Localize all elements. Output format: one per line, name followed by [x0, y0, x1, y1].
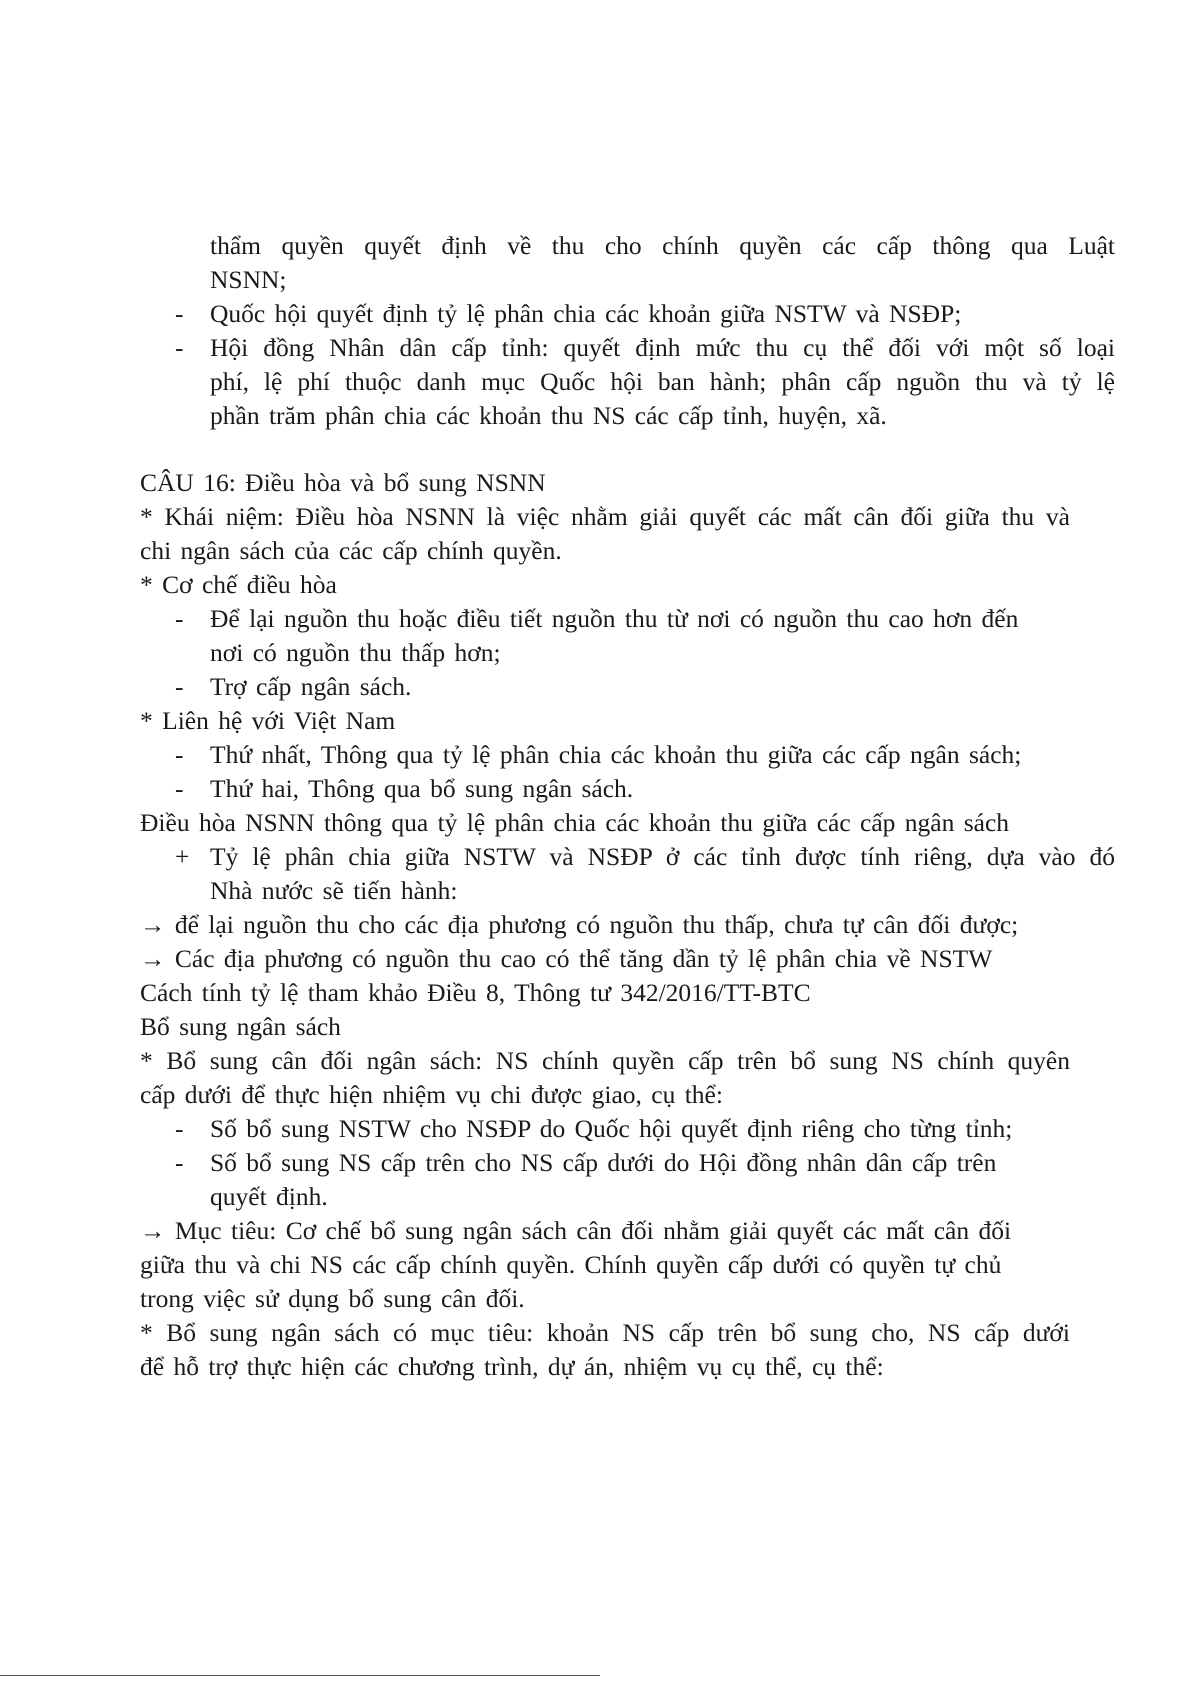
subheading: * Liên hệ với Việt Nam	[140, 706, 396, 735]
text-line: phí, lệ phí thuộc danh mục Quốc hội ban hành; phân cấp nguồn thu và tỷ lệ	[210, 367, 1115, 396]
list-item: Trợ cấp ngân sách.	[210, 672, 412, 701]
text-line: nơi có nguồn thu thấp hơn;	[210, 638, 501, 667]
bullet-dash: -	[175, 1114, 184, 1143]
list-item: Số bổ sung NS cấp trên cho NS cấp dưới do Hội đồng nhân dân cấp trên	[210, 1148, 997, 1177]
text-line: * Bổ sung cân đối ngân sách: NS chính quyền cấp trên bổ sung NS chính quyên	[140, 1046, 1070, 1075]
text-line: * Bổ sung ngân sách có mục tiêu: khoản NS cấp trên bổ sung cho, NS cấp dưới	[140, 1318, 1070, 1347]
bullet-dash: -	[175, 672, 184, 701]
bullet-dash: -	[175, 604, 184, 633]
arrow-line: → Các địa phương có nguồn thu cao có thể tăng dần tỷ lệ phân chia về NSTW	[140, 944, 993, 973]
section-heading: CÂU 16: Điều hòa và bổ sung NSNN	[140, 468, 546, 497]
list-item: Để lại nguồn thu hoặc điều tiết nguồn thu từ nơi có nguồn thu cao hơn đến	[210, 604, 1019, 633]
bullet-dash: -	[175, 1148, 184, 1177]
subheading: Bổ sung ngân sách	[140, 1012, 341, 1041]
arrow-line: → để lại nguồn thu cho các địa phương có nguồn thu thấp, chưa tự cân đối được;	[140, 910, 1019, 939]
text-line: giữa thu và chi NS các cấp chính quyền. Chính quyền cấp dưới có quyền tự chủ	[140, 1250, 1002, 1279]
bullet-dash: -	[175, 333, 184, 362]
list-item: Hội đồng Nhân dân cấp tỉnh: quyết định mức thu cụ thể đối với một số loại	[210, 333, 1115, 362]
text-line: Điều hòa NSNN thông qua tỷ lệ phân chia các khoản thu giữa các cấp ngân sách	[140, 808, 1010, 837]
bullet-dash: -	[175, 299, 184, 328]
list-item: Quốc hội quyết định tỷ lệ phân chia các khoản giữa NSTW và NSĐP;	[210, 299, 962, 328]
text-line: trong việc sử dụng bổ sung cân đối.	[140, 1284, 525, 1313]
text-line: NSNN;	[210, 265, 287, 294]
text-line: Nhà nước sẽ tiến hành:	[210, 876, 458, 905]
list-item: Thứ nhất, Thông qua tỷ lệ phân chia các khoản thu giữa các cấp ngân sách;	[210, 740, 1022, 769]
bullet-plus: +	[175, 842, 190, 871]
text-line: Cách tính tỷ lệ tham khảo Điều 8, Thông tư 342/2016/TT-BTC	[140, 978, 811, 1007]
text-line: quyết định.	[210, 1182, 328, 1211]
text-line: phần trăm phân chia các khoản thu NS các cấp tỉnh, huyện, xã.	[210, 401, 887, 430]
text-line: thẩm quyền quyết định về thu cho chính quyền các cấp thông qua Luật	[210, 231, 1115, 260]
list-item: Số bổ sung NSTW cho NSĐP do Quốc hội quyết định riêng cho từng tỉnh;	[210, 1114, 1013, 1143]
subheading: * Cơ chế điều hòa	[140, 570, 337, 599]
arrow-line: → Mục tiêu: Cơ chế bổ sung ngân sách cân đối nhằm giải quyết các mất cân đối	[140, 1216, 1012, 1245]
bullet-dash: -	[175, 774, 184, 803]
text-line: * Khái niệm: Điều hòa NSNN là việc nhằm giải quyết các mất cân đối giữa thu và	[140, 502, 1070, 531]
text-line: cấp dưới để thực hiện nhiệm vụ chi được giao, cụ thể:	[140, 1080, 723, 1109]
text-line: chi ngân sách của các cấp chính quyền.	[140, 536, 562, 565]
list-item: Thứ hai, Thông qua bổ sung ngân sách.	[210, 774, 634, 803]
footnote-divider	[0, 1675, 600, 1676]
text-line: để hỗ trợ thực hiện các chương trình, dự án, nhiệm vụ cụ thể, cụ thể:	[140, 1352, 884, 1381]
bullet-dash: -	[175, 740, 184, 769]
list-item: Tỷ lệ phân chia giữa NSTW và NSĐP ở các tỉnh được tính riêng, dựa vào đó	[210, 842, 1115, 871]
